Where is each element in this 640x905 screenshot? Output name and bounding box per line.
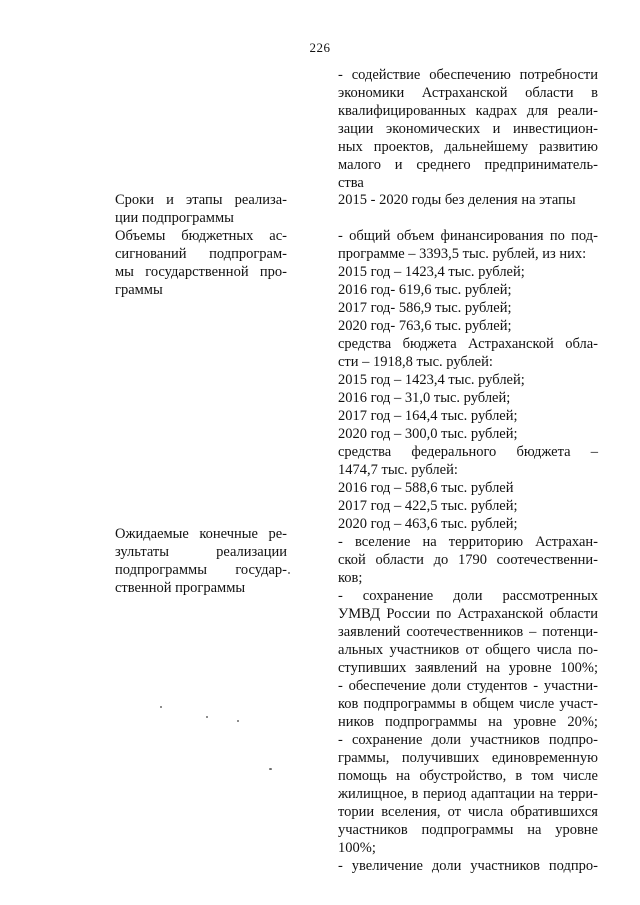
scan-speck [160,706,162,708]
intro-line-6: малого и среднего предприниматель- [338,157,598,173]
results-label-line-3: подпрограммы государ- [115,562,287,578]
budget-value-line-6: 2020 год- 763,6 тыс. рублей; [338,318,512,334]
terms-label-line-2: ции подпрограммы [115,210,234,226]
budget-label-line-2: сигнований подпрограм- [115,246,287,262]
results-value-line-5: УМВД России по Астраханской области [338,606,598,622]
terms-value-line-1: 2015 - 2020 годы без деления на этапы [338,192,576,208]
intro-line-7: ства [338,175,364,191]
budget-value-line-15: 2016 год – 588,6 тыс. рублей [338,480,514,496]
budget-label-line-1: Объемы бюджетных ас- [115,228,287,244]
budget-value-line-17: 2020 год – 463,6 тыс. рублей; [338,516,518,532]
intro-line-1: - содействие обеспечению потребности [338,67,598,83]
results-value-line-12: - сохранение доли участников подпро- [338,732,598,748]
results-value-line-3: ков; [338,570,363,586]
budget-label-line-4: граммы [115,282,163,298]
intro-line-2: экономики Астраханской области в [338,85,598,101]
results-value-line-10: ков подпрограммы в общем числе участ- [338,696,598,712]
budget-value-line-10: 2016 год – 31,0 тыс. рублей; [338,390,511,406]
results-value-line-13: граммы, получивших единовременную [338,750,598,766]
intro-line-5: ных проектов, дальнейшему развитию [338,139,598,155]
intro-line-3: квалифицированных кадрах для реали- [338,103,598,119]
results-label-line-2: зультаты реализации [115,544,287,560]
budget-label-line-3: мы государственной про- [115,264,287,280]
budget-value-line-3: 2015 год – 1423,4 тыс. рублей; [338,264,525,280]
results-value-line-9: - обеспечение доли студентов - участни- [338,678,598,694]
scan-speck [237,720,239,722]
budget-value-line-5: 2017 год- 586,9 тыс. рублей; [338,300,512,316]
terms-label-line-1: Сроки и этапы реализа- [115,192,287,208]
budget-value-line-13: средства федерального бюджета – [338,444,598,460]
results-value-line-6: заявлений соотечественников – потенци- [338,624,598,640]
scan-speck [288,572,290,574]
results-value-line-4: - сохранение доли рассмотренных [338,588,598,604]
results-value-line-19: - увеличение доли участников подпро- [338,858,598,874]
results-value-line-15: жилищное, в период адаптации на терри- [338,786,598,802]
results-value-line-16: тории вселения, от числа обратившихся [338,804,598,820]
budget-value-line-16: 2017 год – 422,5 тыс. рублей; [338,498,518,514]
scan-speck [269,768,272,770]
budget-value-line-9: 2015 год – 1423,4 тыс. рублей; [338,372,525,388]
budget-value-line-11: 2017 год – 164,4 тыс. рублей; [338,408,518,424]
budget-value-line-14: 1474,7 тыс. рублей: [338,462,458,478]
page-number: 226 [309,40,331,55]
results-value-line-2: ской области до 1790 соотечественни- [338,552,598,568]
results-value-line-1: - вселение на территорию Астрахан- [338,534,598,550]
budget-value-line-1: - общий объем финансирования по под- [338,228,598,244]
results-value-line-11: ников подпрограммы на уровне 20%; [338,714,598,730]
scan-speck [206,716,208,718]
results-label-line-1: Ожидаемые конечные ре- [115,526,287,542]
results-value-line-17: участников подпрограммы на уровне [338,822,598,838]
budget-value-line-7: средства бюджета Астраханской обла- [338,336,598,352]
results-label-line-4: ственной программы [115,580,246,596]
results-value-line-14: помощь на обустройство, в том числе [338,768,598,784]
results-value-line-8: ступивших заявлений на уровне 100%; [338,660,598,676]
budget-value-line-12: 2020 год – 300,0 тыс. рублей; [338,426,518,442]
budget-value-line-8: сти – 1918,8 тыс. рублей: [338,354,493,370]
budget-value-line-4: 2016 год- 619,6 тыс. рублей; [338,282,512,298]
intro-line-4: зации экономических и инвестицион- [338,121,598,137]
budget-value-line-2: программе – 3393,5 тыс. рублей, из них: [338,246,587,262]
results-value-line-18: 100%; [338,840,376,856]
results-value-line-7: альных участников от общего числа по- [338,642,598,658]
